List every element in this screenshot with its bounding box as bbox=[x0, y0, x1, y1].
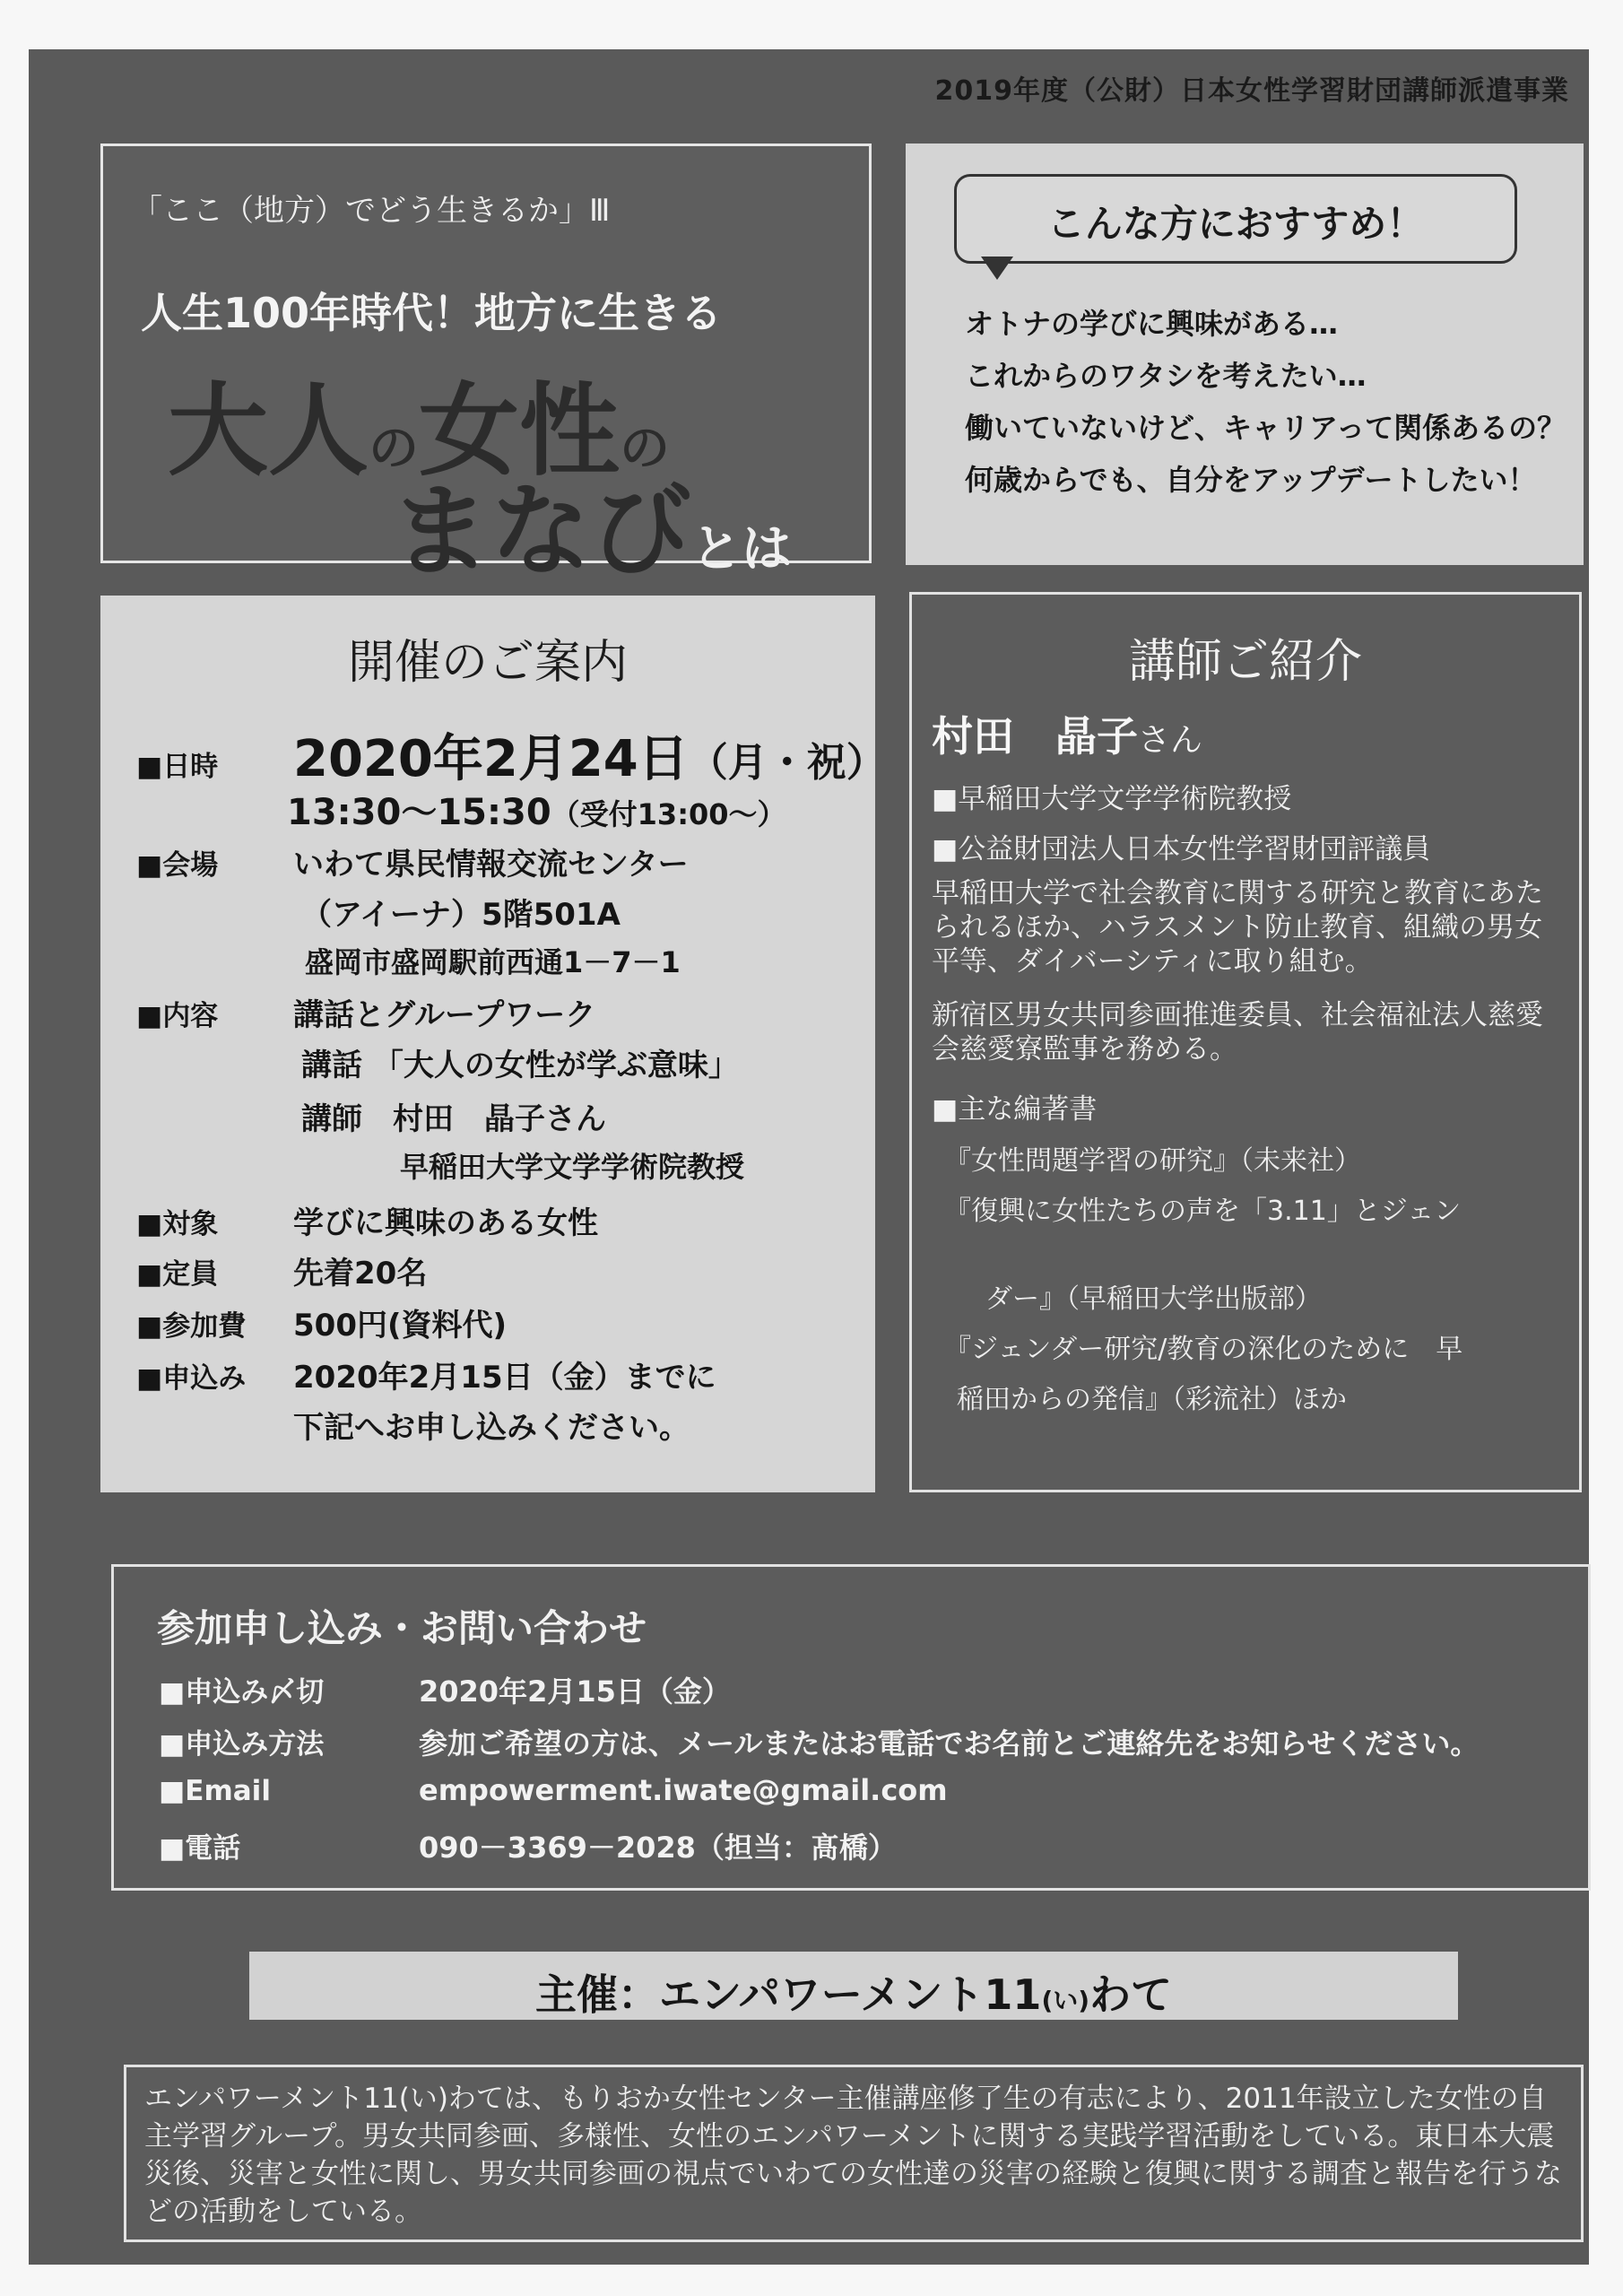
event-content-row bbox=[136, 990, 595, 1034]
recommend-item: オトナの学びに興味がある… bbox=[965, 307, 1339, 341]
main-title-toha: とは bbox=[691, 520, 792, 578]
contact-email-row bbox=[159, 1773, 948, 1807]
event-content-4: 早稲田大学文学学術院教授 bbox=[400, 1150, 745, 1184]
main-title-line-2 bbox=[390, 451, 792, 596]
contact-deadline-label: ■申込み〆切 bbox=[159, 1676, 325, 1709]
lecturer-book-3a: 『ジェンダー研究/教育の深化のために 早 bbox=[944, 1334, 1463, 1365]
contact-phone-row bbox=[159, 1825, 897, 1866]
event-fee-label: ■参加費 bbox=[136, 1310, 247, 1343]
event-content-3: 講師 村田 晶子さん bbox=[301, 1101, 606, 1137]
event-fee: 500円(資料代) bbox=[293, 1308, 508, 1344]
event-capacity-label: ■定員 bbox=[136, 1258, 219, 1291]
speech-bubble-tail-icon bbox=[981, 257, 1013, 280]
recommend-item: 何歳からでも、自分をアップデートしたい！ bbox=[965, 463, 1537, 497]
recommend-heading: こんな方におすすめ！ bbox=[1046, 202, 1425, 246]
lecturer-book-3b: 稲田からの発信』（彩流社）ほか bbox=[957, 1384, 1347, 1415]
event-time-row bbox=[287, 784, 786, 835]
lecturer-book-2b: ダー』（早稲田大学出版部） bbox=[985, 1283, 1322, 1315]
contact-email[interactable]: empowerment.iwate@gmail.com bbox=[419, 1773, 948, 1807]
event-capacity: 先着20名 bbox=[293, 1256, 428, 1292]
recommend-item: これからのワタシを考えたい… bbox=[965, 359, 1367, 393]
header-caption: 2019年度（公財）日本女性学習財団講師派遣事業 bbox=[934, 75, 1569, 107]
contact-deadline: 2020年2月15日（金） bbox=[419, 1674, 731, 1709]
organizer-banner bbox=[249, 1952, 1458, 2020]
recommend-item: 働いていないけど、キャリアって関係あるの？ bbox=[965, 411, 1567, 445]
event-date-row bbox=[136, 719, 886, 791]
main-title-manabi: まなび bbox=[390, 474, 691, 590]
contact-panel bbox=[111, 1564, 1591, 1891]
organizer-suffix: わて bbox=[1089, 1970, 1173, 2019]
event-venue-1: いわて県民情報交流センター bbox=[293, 847, 689, 883]
lecturer-bio-2: 新宿区男女共同参画推進委員、社会福祉法人慈愛会慈愛寮監事を務める。 bbox=[932, 999, 1543, 1065]
contact-method: 参加ご希望の方は、メールまたはお電話でお名前とご連絡先をお知らせください。 bbox=[419, 1726, 1480, 1761]
lead-title: 人生100年時代！地方に生きる bbox=[141, 289, 723, 337]
event-content-2: 講話 「大人の女性が学ぶ意味」 bbox=[301, 1048, 739, 1083]
speech-bubble bbox=[954, 174, 1517, 264]
lecturer-role-2: ■公益財団法人日本女性学習財団評議員 bbox=[932, 833, 1431, 865]
event-venue-address: 盛岡市盛岡駅前西通1－7－1 bbox=[305, 945, 681, 979]
event-reception: （受付13:00～） bbox=[551, 797, 786, 831]
event-time: 13:30～15:30 bbox=[287, 792, 551, 833]
contact-phone: 090－3369－2028（担当：髙橋） bbox=[419, 1831, 897, 1865]
event-date-label: ■日時 bbox=[136, 751, 219, 783]
lecturer-book-1: 『女性問題学習の研究』（未来社） bbox=[944, 1145, 1361, 1177]
event-venue-2: （アイーナ）5階501A bbox=[301, 897, 621, 933]
about-panel bbox=[124, 2065, 1584, 2242]
event-target: 学びに興味のある女性 bbox=[293, 1205, 598, 1241]
main-title-otona: 大人 bbox=[168, 373, 369, 490]
lecturer-panel bbox=[909, 592, 1582, 1492]
lecturer-name: 村田 晶子 bbox=[932, 712, 1138, 761]
lecturer-heading: 講師ご紹介 bbox=[1128, 635, 1362, 689]
lecturer-book-2a: 『復興に女性たちの声を「3.11」とジェン bbox=[944, 1196, 1462, 1227]
event-fee-row bbox=[136, 1300, 507, 1344]
main-title-no-2: の bbox=[620, 420, 670, 478]
recommend-panel bbox=[906, 144, 1584, 565]
main-title-josei: 女性 bbox=[419, 373, 620, 490]
contact-method-row bbox=[159, 1721, 1479, 1762]
event-apply-row bbox=[136, 1352, 716, 1396]
event-heading: 開催のご案内 bbox=[347, 636, 628, 690]
lecturer-books-label: ■主な編著書 bbox=[932, 1093, 1098, 1126]
title-panel bbox=[100, 144, 872, 590]
organizer-prefix: 主催：エンパワーメント11 bbox=[534, 1970, 1042, 2019]
event-venue-row bbox=[136, 839, 689, 883]
lecturer-name-row bbox=[932, 704, 1202, 763]
event-content-1: 講話とグループワーク bbox=[293, 997, 596, 1033]
event-date: 2020年2月24日 bbox=[293, 730, 689, 788]
event-info-panel bbox=[100, 596, 886, 1492]
series-title: 「ここ（地方）でどう生きるか」Ⅲ bbox=[132, 193, 611, 229]
about-text: エンパワーメント11(い)わては、もりおか女性センター主催講座修了生の有志により、2011年設立した女性の自主学習グループ。男女共同参画、多様性、女性のエンパワーメントに関する実践学習活動をしている。東日本大震災後、災害と女性に関し、男女共同参画の視点でいわての女性達の災害の経験と復興に関する調査と報告を行うなどの活動をしている。 bbox=[144, 2083, 1562, 2228]
event-apply-2: 下記へお申し込みください。 bbox=[293, 1410, 690, 1446]
event-apply-label: ■申込み bbox=[136, 1362, 247, 1395]
event-target-label: ■対象 bbox=[136, 1208, 219, 1240]
organizer-text bbox=[249, 1962, 1458, 2022]
lecturer-role-1: ■早稲田大学文学学術院教授 bbox=[932, 783, 1292, 815]
lecturer-bio-1: 早稲田大学で社会教育に関する研究と教育にあたられるほか、ハラスメント防止教育、組織の男女平等、ダイバーシティに取り組む。 bbox=[932, 877, 1543, 978]
recommend-list bbox=[965, 298, 1566, 506]
event-venue-label: ■会場 bbox=[136, 849, 219, 882]
event-weekday: （月・祝） bbox=[688, 740, 886, 786]
event-content-label: ■内容 bbox=[136, 1000, 219, 1032]
contact-phone-label: ■電話 bbox=[159, 1832, 241, 1865]
event-apply-1: 2020年2月15日（金）までに bbox=[293, 1360, 716, 1396]
contact-deadline-row bbox=[159, 1669, 731, 1710]
contact-method-label: ■申込み方法 bbox=[159, 1728, 325, 1761]
contact-email-label: ■Email bbox=[159, 1775, 271, 1807]
event-target-row bbox=[136, 1198, 598, 1242]
contact-heading: 参加申し込み・お問い合わせ bbox=[157, 1606, 647, 1650]
event-capacity-row bbox=[136, 1248, 427, 1292]
lecturer-honorific: さん bbox=[1138, 722, 1203, 759]
main-title-no-1: の bbox=[369, 420, 419, 478]
organizer-paren: (い) bbox=[1041, 1986, 1090, 2015]
